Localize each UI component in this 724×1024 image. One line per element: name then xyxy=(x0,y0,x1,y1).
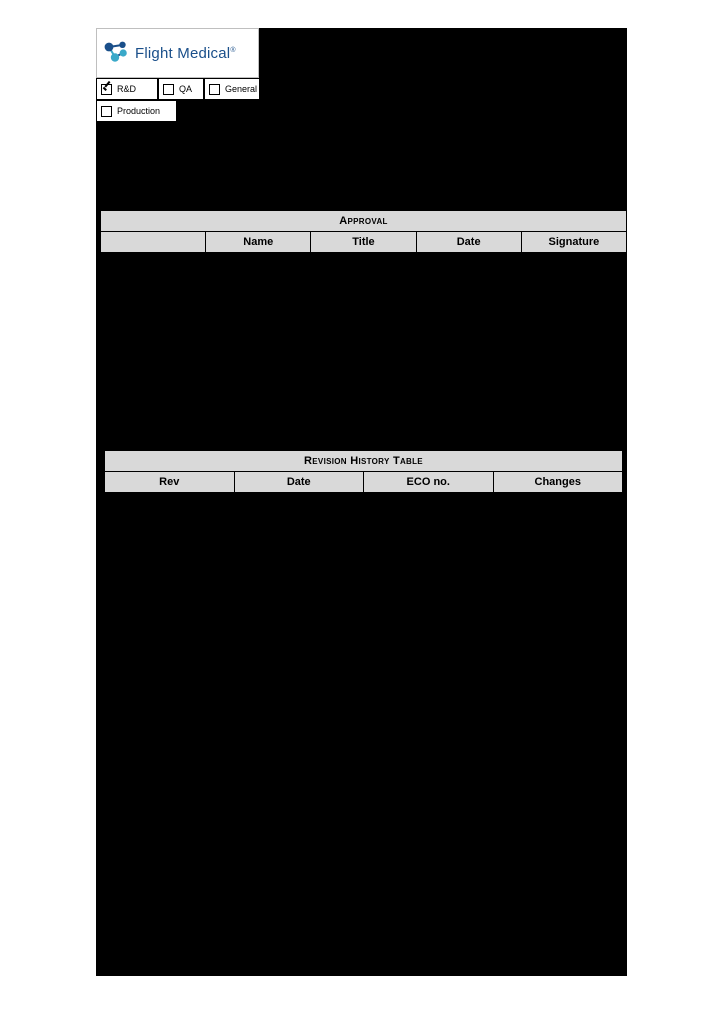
checkbox-label-rd: R&D xyxy=(117,83,137,94)
table-row-title xyxy=(101,211,627,232)
revision-col-changes: Changes xyxy=(493,472,623,493)
table-row-header xyxy=(101,232,627,253)
checkbox-item-production[interactable] xyxy=(96,100,177,122)
approval-col-name: Name xyxy=(206,232,311,253)
table-row-header xyxy=(105,472,623,493)
checkbox-icon-general[interactable] xyxy=(209,84,220,95)
approval-col-title: Title xyxy=(311,232,416,253)
approval-table xyxy=(100,210,627,253)
revision-history-table xyxy=(104,450,623,493)
revision-col-rev: Rev xyxy=(105,472,235,493)
approval-table-title: Approval xyxy=(101,211,627,232)
document-page xyxy=(96,28,627,976)
checkbox-icon-rd[interactable] xyxy=(101,84,112,95)
logo-container xyxy=(96,28,259,78)
department-checkbox-row-1 xyxy=(96,78,260,100)
department-checkbox-row-2 xyxy=(96,100,177,122)
revision-col-eco-no: ECO no. xyxy=(364,472,494,493)
revision-table-title: Revision History Table xyxy=(105,451,623,472)
approval-col-date: Date xyxy=(416,232,521,253)
checkbox-icon-production[interactable] xyxy=(101,106,112,117)
approval-col-signature: Signature xyxy=(521,232,626,253)
checkbox-item-qa[interactable] xyxy=(158,78,204,100)
revision-col-date: Date xyxy=(234,472,364,493)
checkbox-icon-qa[interactable] xyxy=(163,84,174,95)
checkbox-label-production: Production xyxy=(117,105,161,116)
checkbox-item-rd[interactable] xyxy=(96,78,158,100)
checkbox-label-general: General xyxy=(225,83,258,94)
trademark-symbol: ® xyxy=(230,46,236,54)
checkbox-item-general[interactable] xyxy=(204,78,260,100)
checkbox-label-qa: QA xyxy=(179,83,193,94)
table-row-title xyxy=(105,451,623,472)
logo-wordmark: Flight Medical® xyxy=(135,44,236,62)
flight-medical-logo-icon xyxy=(103,40,131,66)
approval-col-blank xyxy=(101,232,206,253)
